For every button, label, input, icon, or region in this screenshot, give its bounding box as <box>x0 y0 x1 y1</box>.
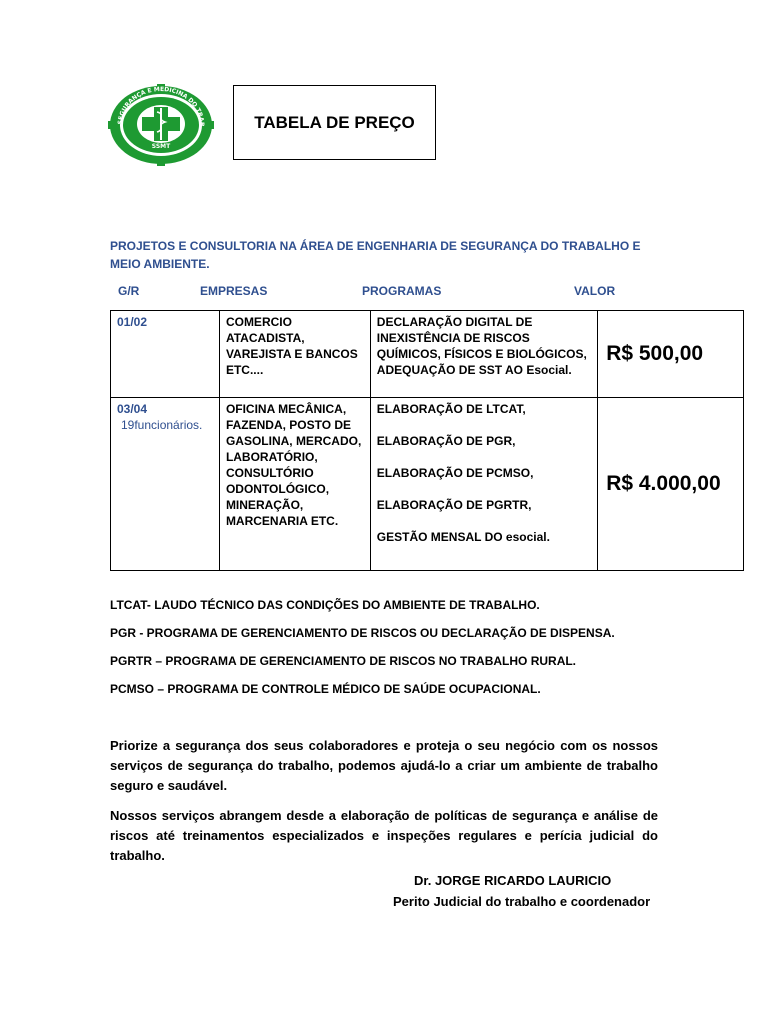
empresa-line: ODONTOLÓGICO, <box>225 482 330 496</box>
programa-item: GESTÃO MENSAL DO esocial. <box>376 530 550 544</box>
note-ltcat: LTCAT- LAUDO TÉCNICO DAS CONDIÇÕES DO AMBIENTE DE TRABALHO. <box>110 598 540 612</box>
table-cell-gr <box>111 398 220 571</box>
empresa-line: COMERCIO <box>225 315 292 329</box>
signature-block <box>360 870 658 912</box>
programa-item: ELABORAÇÃO DE PGR, <box>376 434 516 448</box>
programa-item: ELABORAÇÃO DE LTCAT, <box>376 402 526 416</box>
paragraph: Nossos serviços abrangem desde a elaboração de políticas de segurança e análise de riscos até treinamentos especializados e inspeções regulares e perícia judicial do trabalho. <box>110 808 658 863</box>
empresa-line: FAZENDA, POSTO DE <box>225 418 352 432</box>
empresa-line: OFICINA MECÂNICA, <box>225 402 347 416</box>
signature-name: Dr. JORGE RICARDO LAURICIO <box>414 873 612 888</box>
empresa-line: ETC.... <box>225 363 264 377</box>
programa-item: ELABORAÇÃO DE PGRTR, <box>376 498 532 512</box>
empresa-line: MINERAÇÃO, <box>225 498 304 512</box>
document-subtitle: PROJETOS E CONSULTORIA NA ÁREA DE ENGENHARIA DE SEGURANÇA DO TRABALHO E MEIO AMBIENTE. <box>110 239 641 271</box>
logo-emblem <box>108 84 214 166</box>
note-pgr: PGR - PROGRAMA DE GERENCIAMENTO DE RISCOS OU DECLARAÇÃO DE DISPENSA. <box>110 626 615 640</box>
empresa-line: ATACADISTA, <box>225 331 305 345</box>
empresa-line: LABORATÓRIO, <box>225 450 318 464</box>
company-logo <box>108 84 214 166</box>
column-header-empresas: EMPRESAS <box>200 284 268 298</box>
programa-text: DECLARAÇÃO DIGITAL DE INEXISTÊNCIA DE RISCOS QUÍMICOS, FÍSICOS E BIOLÓGICOS, ADEQUAÇÃO DE SST AO Esocial. <box>376 315 587 377</box>
table-cell-programas <box>370 398 597 571</box>
gr-note: 19funcionários. <box>121 418 203 432</box>
empresa-line: GASOLINA, MERCADO, <box>225 434 362 448</box>
table-row <box>111 311 744 398</box>
table-cell-empresas <box>219 311 370 398</box>
table-cell-gr <box>111 311 220 398</box>
price-value: R$ 500,00 <box>606 342 704 365</box>
body-text <box>110 736 658 876</box>
column-header-gr: G/R <box>118 284 140 298</box>
logo-bottom-text: SSMT <box>151 143 171 150</box>
table-cell-valor <box>598 398 744 571</box>
table-cell-valor <box>598 311 744 398</box>
table-cell-empresas <box>219 398 370 571</box>
signature-role: Perito Judicial do trabalho e coordenador <box>393 894 651 909</box>
empresa-line: VAREJISTA E BANCOS <box>225 347 358 361</box>
gr-value: 03/04 <box>117 402 148 416</box>
price-table <box>110 310 744 571</box>
empresa-line: MARCENARIA ETC. <box>225 514 339 528</box>
note-pcmso: PCMSO – PROGRAMA DE CONTROLE MÉDICO DE SAÚDE OCUPACIONAL. <box>110 682 541 696</box>
price-value: R$ 4.000,00 <box>606 472 721 495</box>
table-row <box>111 398 744 571</box>
paragraph: Priorize a segurança dos seus colaboradores e proteja o seu negócio com os nossos serviços de segurança do trabalho, podemos ajudá-lo a criar um ambiente de trabalho seguro e saudável. <box>110 738 658 793</box>
column-header-valor: VALOR <box>574 284 616 298</box>
acronym-notes <box>110 597 670 709</box>
programa-item: ELABORAÇÃO DE PCMSO, <box>376 466 534 480</box>
empresa-line: CONSULTÓRIO <box>225 466 314 480</box>
table-cell-programas <box>370 311 597 398</box>
gr-value: 01/02 <box>117 315 148 329</box>
column-header-programas: PROGRAMAS <box>362 284 442 298</box>
logo-ring-text: SEGURANÇA E MEDICINA DO TRAB <box>116 85 206 127</box>
page-title: TABELA DE PREÇO <box>233 85 436 160</box>
note-pgrtr: PGRTR – PROGRAMA DE GERENCIAMENTO DE RISCOS NO TRABALHO RURAL. <box>110 654 577 668</box>
